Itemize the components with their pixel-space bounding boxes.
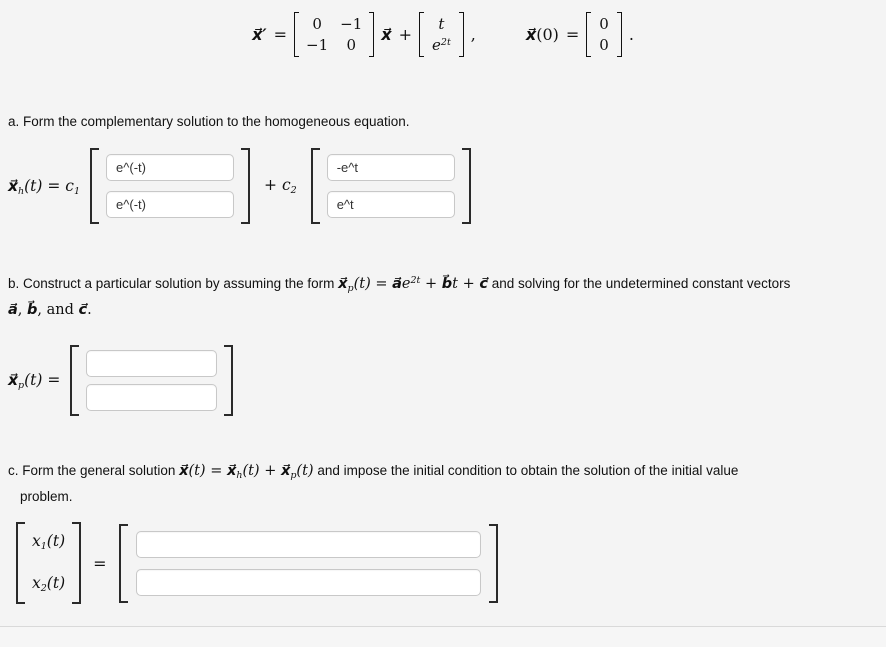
x2-label — [32, 574, 65, 594]
plus-sign: + — [264, 176, 282, 194]
plus-sign: + — [420, 276, 442, 292]
x-vector-prime: x⃗′ — [252, 25, 267, 44]
answer-bracket-left — [70, 345, 79, 416]
e-base: e — [432, 36, 441, 54]
e-base: e — [401, 276, 411, 292]
matrix-entry: 0 — [312, 15, 322, 33]
general-solution-expression — [179, 463, 313, 479]
xh-expression — [8, 176, 80, 197]
args: (t) — [296, 463, 314, 479]
part-c-prompt-line2: problem. — [20, 489, 73, 504]
part-b-prompt — [8, 270, 880, 321]
vector-bracket-right — [617, 12, 622, 57]
matrix-entry: −1 — [340, 15, 363, 33]
c-vector: c⃗ — [78, 301, 88, 318]
answer-bracket-left — [16, 522, 25, 604]
forcing-vector — [419, 12, 464, 57]
answer-bracket-right — [224, 345, 233, 416]
xp-vector-group — [70, 345, 233, 416]
x-variable: x — [32, 532, 41, 550]
xp-vector-inputs — [79, 345, 224, 416]
x-vector: x⃗ — [280, 462, 291, 479]
x-vector: x⃗ — [381, 25, 392, 44]
part-a-prompt — [8, 111, 880, 132]
answer-bracket-right — [489, 524, 498, 603]
matrix-entry: 0 — [346, 36, 356, 54]
xp-entry-1-input[interactable] — [86, 350, 217, 377]
x-vector: x⃗ — [525, 25, 537, 44]
plus-sign: + — [398, 25, 413, 44]
x-variable: x — [32, 574, 41, 592]
period: . — [628, 25, 634, 44]
c2-vector-inputs — [320, 148, 462, 224]
answer-bracket-left — [119, 524, 128, 603]
part-c-prompt-pre: c. Form the general solution — [8, 463, 180, 478]
part-b-prompt-pre: b. Construct a particular solution by assuming the form — [8, 276, 339, 291]
x1-label — [32, 532, 65, 552]
vector-entry: 0 — [599, 15, 609, 33]
solution-vector-label — [16, 522, 81, 604]
args-plus: (t) + — [242, 463, 281, 479]
args-equals: (t) = — [24, 176, 66, 195]
forcing-vector-entries — [424, 12, 459, 57]
x-vector: x⃗ — [338, 275, 348, 292]
part-a-answer — [8, 148, 886, 224]
exponent: 2t — [440, 37, 451, 48]
matrix-bracket-right — [369, 12, 374, 57]
x2-solution-input[interactable] — [136, 569, 481, 596]
solution-inputs — [128, 524, 489, 603]
c-vector: c⃗ — [479, 275, 488, 292]
b-vector: b⃗ — [441, 275, 453, 292]
xp-entry-2-input[interactable] — [86, 384, 217, 411]
answer-bracket-right — [241, 148, 250, 224]
matrix-entry: −1 — [306, 36, 329, 54]
t-variable: t — [452, 276, 458, 292]
part-c-prompt — [8, 460, 880, 508]
answer-bracket-right — [462, 148, 471, 224]
c2-vector-entry-1-input[interactable] — [327, 154, 455, 181]
page-footer-divider — [0, 626, 886, 647]
coefficient-matrix — [294, 12, 374, 57]
x-vector: x⃗ — [226, 462, 237, 479]
subscript-p: p — [18, 380, 25, 391]
plus-c2-expression — [264, 176, 297, 196]
subscript-p: p — [290, 470, 297, 481]
plus-sign: + — [457, 276, 480, 292]
equals-sign: = — [93, 553, 107, 573]
part-b-prompt-post: and solving for the undetermined constant vectors — [487, 276, 791, 291]
part-b-answer — [8, 345, 886, 416]
subscript-h: h — [18, 185, 25, 197]
equals-sign: = — [565, 25, 580, 44]
c1-vector-group — [90, 148, 250, 224]
x-vector: x⃗ — [179, 462, 189, 479]
equals-sign: = — [273, 25, 288, 44]
period: . — [87, 302, 92, 318]
ivp-equation — [0, 0, 886, 57]
part-b-prompt-line2 — [8, 299, 880, 321]
c2-coefficient: c — [281, 176, 291, 194]
subscript-2: 2 — [290, 185, 297, 196]
part-a-prompt-text: a. Form the complementary solution to the homogeneous equation. — [8, 114, 410, 129]
ic-args: (0) — [536, 25, 559, 44]
c1-vector-entry-1-input[interactable] — [106, 154, 234, 181]
subscript-1: 1 — [40, 541, 47, 552]
a-vector: a⃗ — [8, 301, 18, 318]
b-vector: b⃗ — [27, 301, 38, 318]
subscript-1: 1 — [73, 185, 81, 197]
part-c-prompt-post: and impose the initial condition to obtain the solution of the initial value — [313, 463, 739, 478]
xp-expression — [8, 370, 60, 391]
answer-bracket-left — [90, 148, 99, 224]
vector-bracket-right — [459, 12, 464, 57]
part-c-answer — [16, 522, 886, 604]
subscript-2: 2 — [40, 583, 47, 594]
x-vector: x⃗ — [8, 175, 18, 195]
c1-coefficient: c — [65, 176, 74, 195]
matrix-entries — [299, 12, 369, 57]
args-equals: (t) = — [353, 276, 393, 292]
exponent: 2t — [410, 275, 421, 286]
args-equals: (t) = — [24, 371, 61, 389]
vector-entry: 0 — [599, 36, 609, 54]
args-equals: (t) = — [188, 463, 227, 479]
x1-solution-input[interactable] — [136, 531, 481, 558]
c1-vector-inputs — [99, 148, 241, 224]
separator: , — [17, 302, 28, 318]
initial-condition-lhs — [526, 25, 559, 44]
ic-vector-entries — [591, 12, 617, 57]
initial-condition-vector — [586, 12, 622, 57]
c2-vector-entry-2-input[interactable] — [327, 191, 455, 218]
c2-vector-group — [311, 148, 471, 224]
args: (t) — [46, 574, 66, 592]
args: (t) — [46, 532, 66, 550]
answer-bracket-right — [72, 522, 81, 604]
solution-vector-entries — [25, 522, 72, 604]
c1-vector-entry-2-input[interactable] — [106, 191, 234, 218]
subscript-h: h — [236, 470, 243, 481]
comma: , — [470, 25, 476, 44]
xp-form-expression — [338, 276, 488, 292]
x-vector: x⃗ — [8, 370, 18, 389]
a-vector: a⃗ — [392, 275, 402, 292]
vector-entry: t — [438, 15, 445, 33]
vector-entry — [432, 36, 451, 54]
subscript-p: p — [347, 283, 354, 294]
answer-bracket-left — [311, 148, 320, 224]
solution-inputs-group — [119, 524, 498, 603]
separator: , and — [37, 302, 79, 318]
